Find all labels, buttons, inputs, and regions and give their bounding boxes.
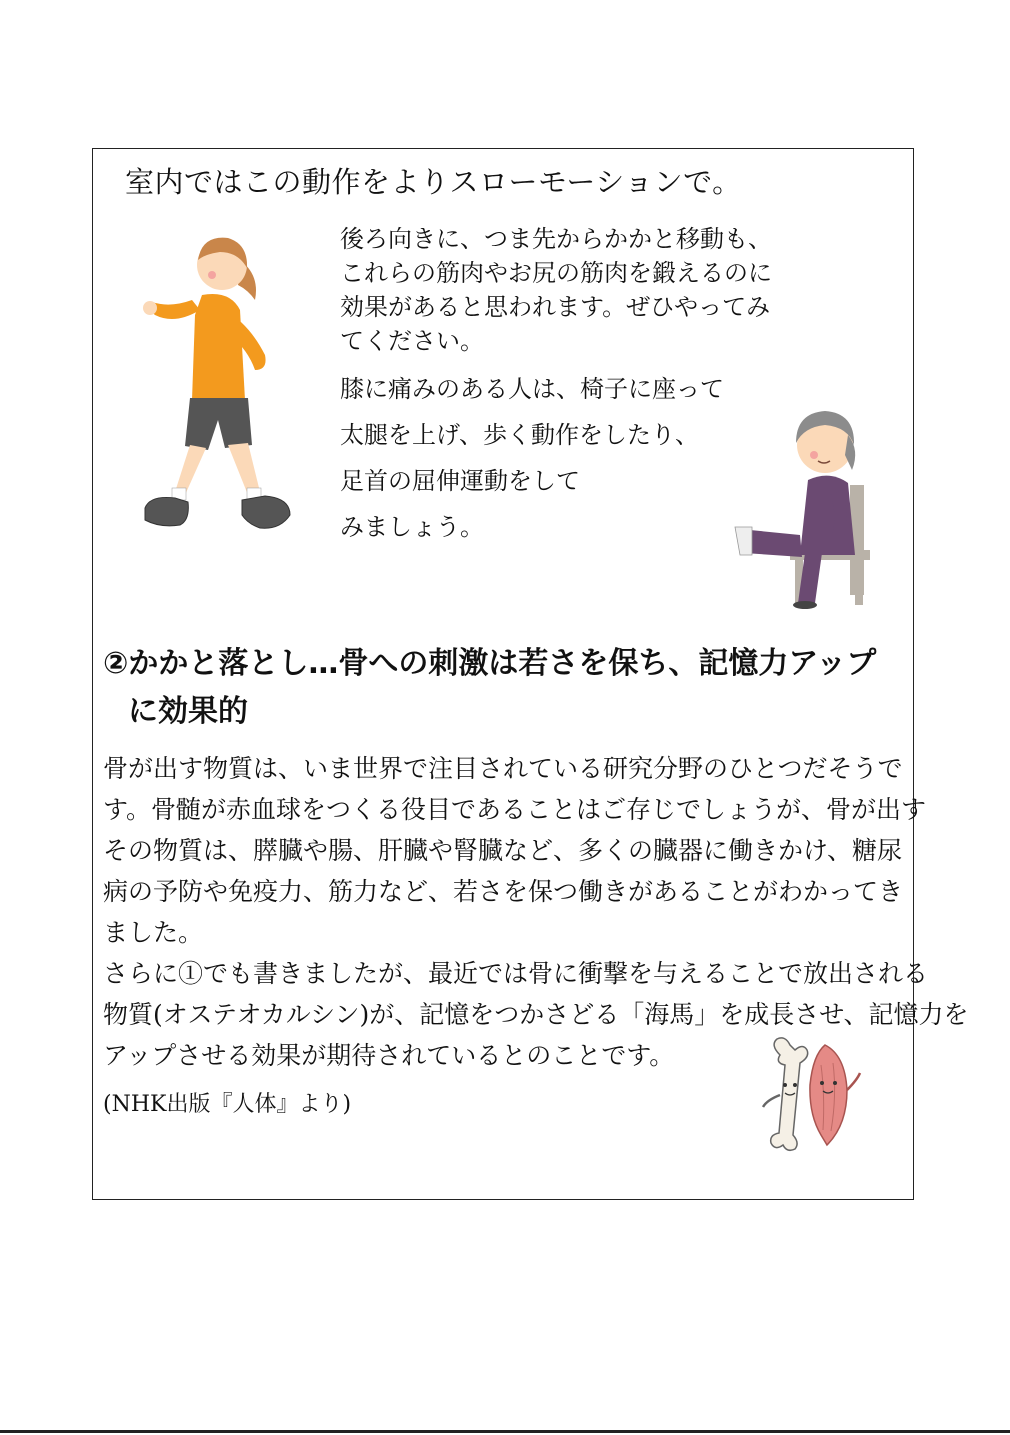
text-line: アップさせる効果が期待されているとのことです。 — [103, 1041, 675, 1070]
text-line: みましょう。 — [340, 513, 484, 541]
text-line: 効果があると思われます。ぜひやってみ — [340, 293, 771, 321]
section-heading — [103, 640, 876, 736]
text-line: 物質(オステオカルシン)が、記憶をつかさどる「海馬」を成長させ、記憶力を — [103, 1000, 969, 1029]
text-line: てください。 — [340, 327, 484, 355]
bone-substance-paragraph — [103, 748, 926, 953]
bone-muscle-characters-illustration — [755, 1035, 870, 1155]
intro-text: 室内ではこの動作をよりスローモーションで。 — [125, 165, 742, 199]
text-line: ました。 — [103, 918, 204, 947]
text-line: その物質は、膵臓や腸、肝臓や腎臓など、多くの臓器に働きかけ、糖尿 — [103, 836, 903, 865]
text-line: さらに①でも書きましたが、最近では骨に衝撃を与えることで放出される — [103, 959, 929, 988]
walking-description — [340, 222, 772, 358]
heading-line: に効果的 — [128, 694, 248, 729]
text-line: 太腿を上げ、歩く動作をしたり、 — [340, 421, 700, 449]
text-line: す。骨髄が赤血球をつくる役目であることはご存じでしょうが、骨が出す — [103, 795, 927, 824]
text-line: 病の予防や免疫力、筋力など、若さを保つ働きがあることがわかってき — [103, 877, 904, 906]
page-bottom-rule — [0, 1430, 1010, 1433]
walking-woman-illustration — [130, 230, 300, 540]
text-line: これらの筋肉やお尻の筋肉を鍛えるのに — [340, 259, 772, 287]
heading-line: ②かかと落とし…骨への刺激は若さを保ち、記憶力アップ — [103, 646, 877, 681]
text-line: 膝に痛みのある人は、椅子に座って — [340, 375, 724, 403]
text-line: 骨が出す物質は、いま世界で注目されている研究分野のひとつだそうで — [103, 754, 903, 783]
text-line: 足首の屈伸運動をして — [340, 467, 580, 495]
text-line: 後ろ向きに、つま先からかかと移動も、 — [340, 225, 772, 253]
seated-elder-illustration — [730, 395, 900, 610]
source-citation: (NHK出版『人体』より) — [103, 1092, 352, 1117]
knee-pain-advice — [340, 366, 724, 550]
